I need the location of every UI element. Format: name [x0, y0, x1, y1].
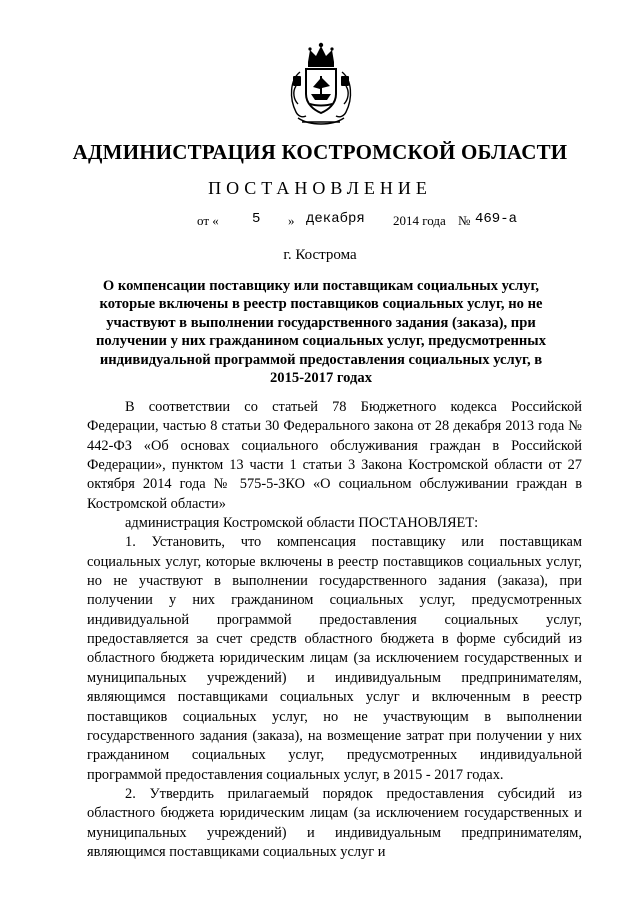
date-year: 2014 года [393, 213, 446, 228]
date-line [0, 211, 640, 231]
document-type: ПОСТАНОВЛЕНИЕ [208, 178, 432, 198]
date-day: 5 [252, 211, 261, 227]
city: г. Кострома [283, 247, 357, 263]
document-body [87, 398, 582, 862]
preamble-paragraph: В соответствии со статьей 78 Бюджетного кодекса Российской Федерации, частью 8 статьи 30 Федерального закона от 28 декабря 2013 года № 442-ФЗ «Об основах социального обслуживания граждан в Российской Федерации», пунктом 13 части 1 статьи 3 Закона Костромской области от 27 октября 2014 года № 575-5-ЗКО «О социальном обслуживании граждан в Костромской области» [87, 399, 582, 512]
date-prefix: от « [197, 213, 219, 228]
date-month: декабря [306, 211, 365, 227]
number-sign: № [458, 213, 471, 228]
item-1-paragraph: 1. Установить, что компенсация поставщику или поставщикам социальных услуг, которые включены в реестр поставщиков социальных услуг, но не участвуют в выполнении государственного задания (заказа), при получении у них гражданином социальных услуг, предусмотренных индивидуальной программой предоставления социальных услуг, предоставляется за счет средств областного бюджета в форме субсидий из областного бюджета юридическим лицам (за исключением государственных и муниципальных учреждений) и индивидуальным предпринимателям, являющимся поставщиками социальных услуг и включенным в реестр поставщиков социальных услуг, но не участвующим в выполнении государственного задания (заказа), на возмещение затрат при получении у них гражданином социальных услуг, предусмотренных индивидуальной программой предоставления социальных услуг, в 2015 - 2017 годах. [87, 534, 582, 783]
coat-of-arms-icon [286, 42, 356, 128]
agency-name: АДМИНИСТРАЦИЯ КОСТРОМСКОЙ ОБЛАСТИ [72, 140, 568, 164]
resolves-paragraph: администрация Костромской области ПОСТАНОВЛЯЕТ: [125, 515, 479, 532]
date-quote-close: » [288, 213, 295, 228]
document-title: О компенсации поставщику или поставщикам социальных услуг, которые включены в реестр поставщиков социальных услуг, но не участвуют в выполнении государственного задания (заказа), при получении у них гражданином социальных услуг, предусмотренных индивидуальной программой предоставления социальных услуг, в 2015-2017 годах [96, 278, 546, 387]
item-2-paragraph: 2. Утвердить прилагаемый порядок предоставления субсидий из областного бюджета юридическим лицам (за исключением государственных и муниципальных учреждений) и индивидуальным предпринимателям, являющимся поставщиками социальных услуг и [87, 785, 582, 860]
document-number: 469-а [475, 211, 518, 227]
